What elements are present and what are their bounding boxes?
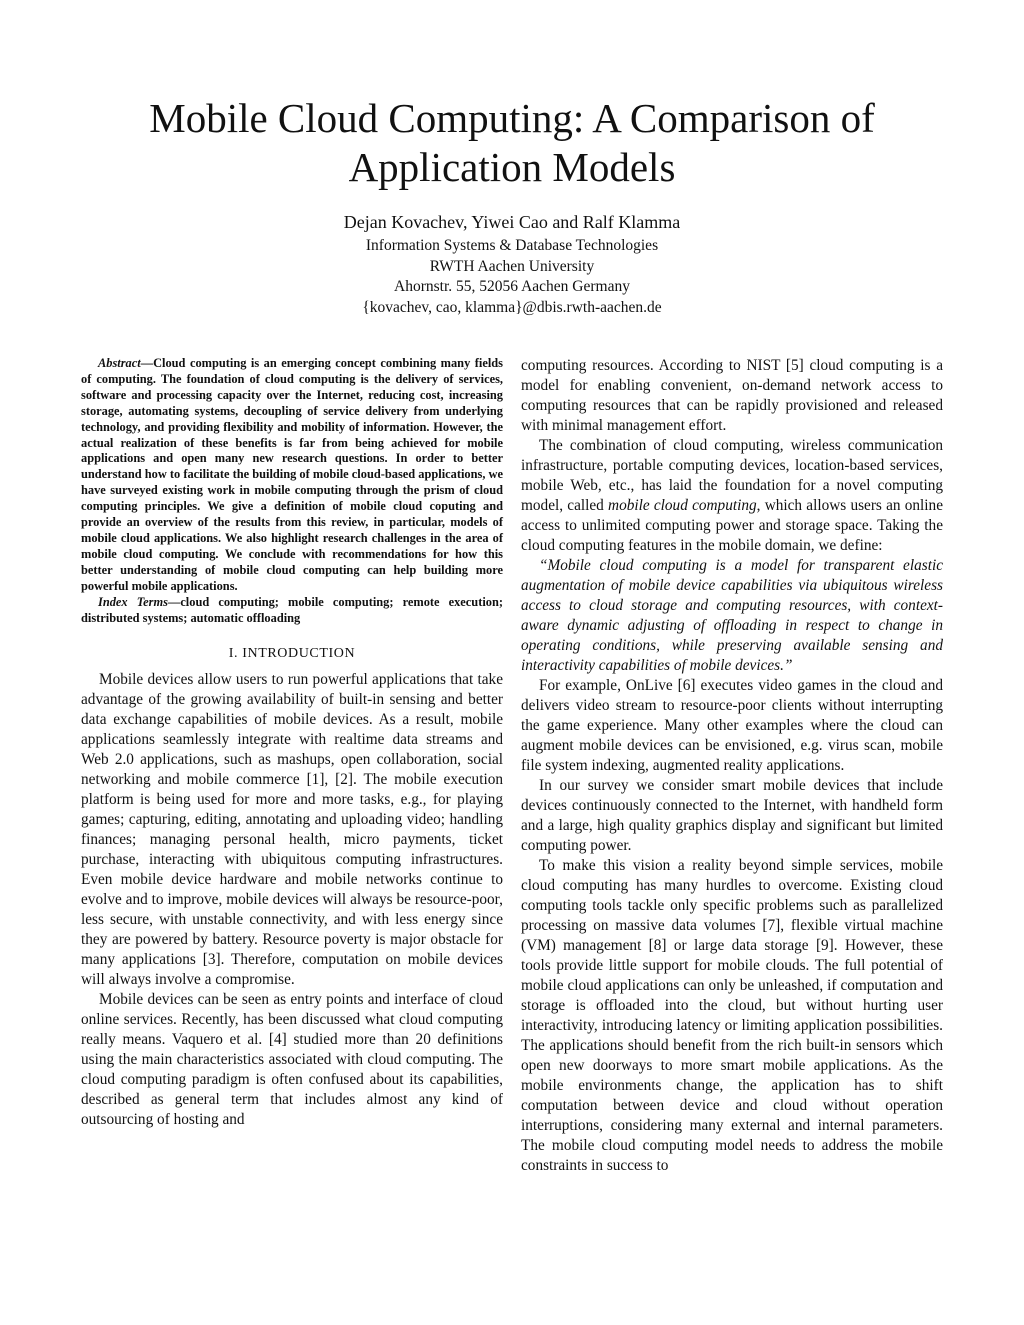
body-paragraph: Mobile devices allow users to run powerful applications that take advantage of the growing availability of built-in sensing and better data exchange capabilities of mobile devices. As a result, mobile applications seamlessly integrate with realtime data streams and Web 2.0 applications, such as mashups, open collaboration, social networking and mobile commerce [1], [2]. The mobile execution platform is being used for more and more tasks, e.g., for playing games; capturing, editing, annotating and uploading video; handling finances; managing personal health, micro payments, ticket purchase, interacting with ubiquitous computing infrastructures. Even mobile device hardware and mobile networks continue to evolve and to improve, mobile devices will always be resource-poor, less secure, with unstable connectivity, and with less energy since they are powered by battery. Resource poverty is major obstacle for many applications [3]. Therefore, computation on mobile devices will always involve a compromise. xyxy=(81,671,503,989)
author-list: Dejan Kovachev, Yiwei Cao and Ralf Klamma xyxy=(343,212,681,232)
affiliation-line: Ahornstr. 55, 52056 Aachen Germany xyxy=(394,278,630,295)
body-paragraph: In our survey we consider smart mobile devices that include devices continuously connected to the Internet, with handheld form and a large, high quality graphics display and significant but limited computing power. xyxy=(521,777,943,854)
affiliation-line: Information Systems & Database Technologies xyxy=(365,237,659,254)
abstract-text: —Cloud computing is an emerging concept combining many fields of computing. The foundation of cloud computing is the delivery of services, software and processing capacity over the Internet, reducing cost, increasing storage, automating systems, decoupling of service delivery from underlying technology, and providing flexibility and mobility of information. However, the actual realization of these benefits is far from being achieved for mobile applications and open many new research questions. In order to better understand how to facilitate the building of mobile cloud-based applications, we have surveyed existing work in mobile computing through the prism of cloud computing principles. We give a definition of mobile cloud coputing and provide an overview of the results from this review, in particular, models of mobile cloud applications. We also highlight research challenges in the area of mobile cloud computing. We conclude with recommendations for how this better understanding of mobile cloud computing can help building more powerful mobile applications. xyxy=(81,356,503,593)
body-paragraph: Mobile devices can be seen as entry points and interface of cloud online services. Recently, has been discussed what cloud computing really means. Vaquero et al. [4] studied more than 20 definitions using the main characteristics associated with cloud computing. The cloud computing paradigm is often confused about its capabilities, described as general term that includes almost any kind of outsourcing of hosting and xyxy=(81,991,503,1129)
author-emails: {kovachev, cao, klamma}@dbis.rwth-aachen.de xyxy=(362,298,662,316)
index-terms-text: —cloud computing; mobile computing; remote execution; distributed systems; automatic offloading xyxy=(81,594,503,625)
paragraph-text: The combination of cloud computing, wireless communication infrastructure, portable computing devices, location-based services, mobile Web, etc., has laid the foundation for a novel computing model, called xyxy=(521,437,943,514)
index-terms xyxy=(81,595,503,627)
emphasis-term: mobile cloud computing xyxy=(608,497,757,514)
abstract-label: Abstract xyxy=(98,356,141,370)
abstract xyxy=(81,356,503,595)
index-terms-label: Index Terms xyxy=(98,594,168,609)
section-heading-introduction: I. INTRODUCTION xyxy=(228,646,356,662)
right-column xyxy=(521,356,943,1176)
body-paragraph: To make this vision a reality beyond simple services, mobile cloud computing has many hurdles to overcome. Existing cloud computing tools tackle only specific problems such as parallelized processing on massive data volumes [7], flexible virtual machine (VM) management [8] or large data storage [9]. However, these tools provide little support for mobile clouds. The full potential of mobile cloud applications can only be unleashed, if computation and storage is offloaded into the cloud, but without hurting user interactivity, introducing latency or limiting application possibilities. The applications should benefit from the rich built-in sensors which open new doorways to more smart mobile applications. As the mobile environments change, the application has to shift computation between device and cloud without operation interruptions, considering many external and internal parameters. The mobile cloud computing model needs to address the mobile constraints in success to xyxy=(521,857,943,1174)
paper-title: Mobile Cloud Computing: A Comparison of Application Models xyxy=(149,95,875,190)
affiliation-block xyxy=(160,236,864,318)
affiliation-line: RWTH Aachen University xyxy=(429,257,595,275)
left-column xyxy=(81,356,503,1130)
body-paragraph xyxy=(521,436,943,556)
paragraph-text: , which allows users an online access to unlimited computing power and storage space. Taking the cloud computing features in the mobile domain, we define: xyxy=(521,497,943,554)
definition-quote: “Mobile cloud computing is a model for transparent elastic augmentation of mobile device capabilities via ubiquitous wireless access to cloud storage and computing resources, with context-aware dynamic adjusting of offloading in respect to change in operating conditions, while preserving available sensing and interactivity capabilities of mobile devices.” xyxy=(521,557,943,674)
body-paragraph: For example, OnLive [6] executes video games in the cloud and delivers video stream to resource-poor clients without interrupting the game experience. Many other examples where the cloud can augment mobile devices can be envisioned, e.g. virus scan, mobile file system indexing, augmented reality applications. xyxy=(521,677,943,774)
body-paragraph: computing resources. According to NIST [5] cloud computing is a model for enabling convenient, on-demand network access to computing resources that can be rapidly provisioned and released with minimal management effort. xyxy=(521,357,943,434)
